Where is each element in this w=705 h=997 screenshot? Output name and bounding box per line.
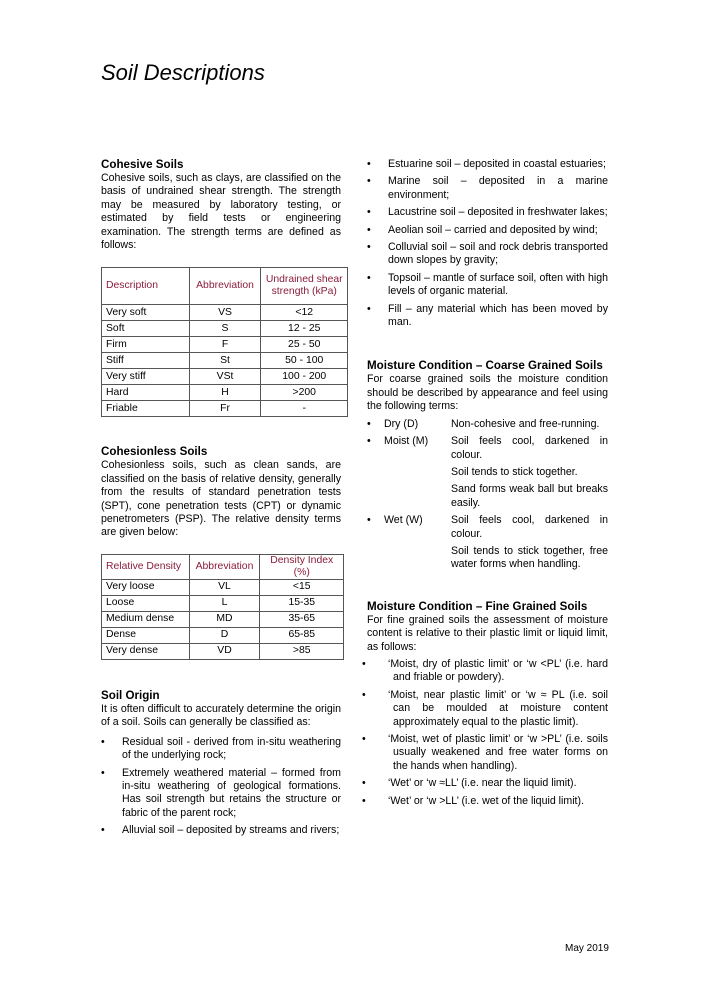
- list-item: • Topsoil – mantle of surface soil, often with high levels of organic material.: [367, 272, 608, 299]
- cell-abbreviation: D: [189, 627, 260, 643]
- cell-abbreviation: S: [189, 321, 261, 337]
- cell-strength: 12 - 25: [261, 321, 348, 337]
- cohesionless-soils-section: [101, 445, 341, 659]
- table-header-row: [102, 554, 344, 579]
- cell-description: Stiff: [102, 353, 190, 369]
- cell-abbreviation: F: [189, 337, 261, 353]
- list-item: • Residual soil - derived from in-situ weathering of the underlying rock;: [101, 736, 341, 763]
- moisture-fine-intro: For fine grained soils the assessment of moisture content is relative to their plastic limit or liquid limit, as follows:: [367, 613, 608, 653]
- list-item: • Aeolian soil – carried and deposited by wind;: [367, 224, 608, 237]
- cell-description: Very soft: [102, 305, 190, 321]
- table-row: [102, 401, 348, 417]
- list-item: • Extremely weathered material – formed from in-situ weathering of geological formations. Has soil strength but retains the structure or fabric of the parent rock;: [101, 767, 341, 821]
- table-row: [102, 353, 348, 369]
- column-header-relative-density: Relative Density: [102, 554, 190, 579]
- column-header-density-index: Density Index (%): [260, 554, 344, 579]
- cell-relative-density: Very dense: [102, 643, 190, 659]
- list-item: • Marine soil – deposited in a marine environment;: [367, 175, 608, 202]
- column-header-abbreviation: Abbreviation: [189, 554, 260, 579]
- list-item: • ‘Moist, dry of plastic limit’ or ‘w <PL’ (i.e. hard and friable or powdery).: [367, 658, 608, 685]
- soil-origin-list-continued: [367, 158, 608, 329]
- moisture-term-wet: [367, 514, 608, 572]
- cell-description: Soft: [102, 321, 190, 337]
- moisture-term-description: Non-cohesive and free-running.: [451, 417, 600, 430]
- moisture-fine-list: [367, 658, 608, 808]
- table-row: [102, 627, 344, 643]
- column-header-shear-strength: Undrained shear strength (kPa): [261, 268, 348, 305]
- cell-description: Friable: [102, 401, 190, 417]
- cell-abbreviation: VD: [189, 643, 260, 659]
- cohesive-strength-table: [101, 267, 348, 417]
- moisture-term-description: Soil feels cool, darkened in colour.: [451, 435, 608, 461]
- table-row: [102, 385, 348, 401]
- list-item: • ‘Wet’ or ‘w >LL’ (i.e. wet of the liquid limit).: [367, 795, 608, 808]
- relative-density-table: [101, 554, 344, 660]
- table-row: [102, 369, 348, 385]
- moisture-term-label: • Dry (D): [384, 417, 419, 430]
- cell-strength: 100 - 200: [261, 369, 348, 385]
- moisture-term-description: Soil tends to stick together, free water forms when handling.: [451, 544, 608, 571]
- table-row: [102, 595, 344, 611]
- cell-abbreviation: MD: [189, 611, 260, 627]
- table-row: [102, 611, 344, 627]
- cell-description: Hard: [102, 385, 190, 401]
- moisture-term-description: Sand forms weak ball but breaks easily.: [451, 483, 608, 509]
- left-column: [101, 158, 341, 842]
- cell-abbreviation: VL: [189, 579, 260, 595]
- table-header-row: [102, 268, 348, 305]
- list-item: • ‘Moist, near plastic limit’ or ‘w ≈ PL (i.e. soil can be moulded at moisture content approximately equal to the plastic limit).: [367, 689, 608, 729]
- moisture-term-description: Soil tends to stick together.: [451, 465, 578, 478]
- cell-density-index: 65-85: [260, 627, 344, 643]
- list-item: • Alluvial soil – deposited by streams and rivers;: [101, 824, 341, 837]
- column-header-description: Description: [102, 268, 190, 305]
- soil-origin-heading: Soil Origin: [101, 688, 160, 702]
- table-row: [102, 305, 348, 321]
- table-row: [102, 579, 344, 595]
- cell-strength: <12: [261, 305, 348, 321]
- cell-strength: 50 - 100: [261, 353, 348, 369]
- moisture-coarse-heading: Moisture Condition – Coarse Grained Soils: [367, 359, 603, 373]
- table-row: [102, 337, 348, 353]
- moisture-coarse-intro: For coarse grained soils the moisture condition should be described by appearance and feel using the following terms:: [367, 373, 608, 413]
- list-item: • Fill – any material which has been moved by man.: [367, 303, 608, 330]
- cell-abbreviation: VSt: [189, 369, 261, 385]
- list-item: • Estuarine soil – deposited in coastal estuaries;: [367, 158, 608, 171]
- cell-abbreviation: L: [189, 595, 260, 611]
- moisture-term-description: Soil feels cool, darkened in colour.: [451, 514, 608, 540]
- cohesionless-soils-intro: Cohesionless soils, such as clean sands, are classified on the basis of relative density, generally from the results of standard penetration tests (SPT), cone penetration tests (CPT) or dynamic penetrometers (PSP). The relative density terms are given below:: [101, 459, 341, 539]
- cell-relative-density: Very loose: [102, 579, 190, 595]
- moisture-fine-heading: Moisture Condition – Fine Grained Soils: [367, 599, 588, 613]
- page-footer-date: May 2019: [565, 943, 609, 954]
- table-row: [102, 321, 348, 337]
- list-item: • Colluvial soil – soil and rock debris transported down slopes by gravity;: [367, 241, 608, 268]
- cohesive-soils-intro: Cohesive soils, such as clays, are classified on the basis of undrained shear strength. The strength may be measured by laboratory testing, or estimated by field tests or engineering examination. The strength terms are defined as follows:: [101, 172, 341, 252]
- list-item: • ‘Wet’ or ‘w ≈LL’ (i.e. near the liquid limit).: [367, 777, 608, 790]
- cell-strength: 25 - 50: [261, 337, 348, 353]
- table-row: [102, 643, 344, 659]
- cell-description: Firm: [102, 337, 190, 353]
- column-header-abbreviation: Abbreviation: [189, 268, 261, 305]
- cohesionless-soils-heading: Cohesionless Soils: [101, 445, 208, 459]
- list-item: • ‘Moist, wet of plastic limit’ or ‘w >PL’ (i.e. soils usually weakened and free water forms on the hands when handling).: [367, 733, 608, 773]
- cell-abbreviation: St: [189, 353, 261, 369]
- cell-density-index: 35-65: [260, 611, 344, 627]
- moisture-term-dry: [367, 418, 608, 431]
- cohesive-soils-section: [101, 158, 341, 417]
- cell-abbreviation: H: [189, 385, 261, 401]
- moisture-term-moist: [367, 435, 608, 510]
- cell-density-index: 15-35: [260, 595, 344, 611]
- moisture-term-label: • Wet (W): [384, 514, 423, 527]
- cell-strength: -: [261, 401, 348, 417]
- cell-description: Very stiff: [102, 369, 190, 385]
- cell-relative-density: Dense: [102, 627, 190, 643]
- right-column: [367, 158, 608, 812]
- moisture-coarse-section: [367, 359, 608, 571]
- soil-origin-list: [101, 736, 341, 838]
- cell-relative-density: Medium dense: [102, 611, 190, 627]
- cell-density-index: >85: [260, 643, 344, 659]
- moisture-term-label: • Moist (M): [384, 435, 429, 448]
- cell-strength: >200: [261, 385, 348, 401]
- cohesive-soils-heading: Cohesive Soils: [101, 158, 184, 171]
- cell-abbreviation: VS: [189, 305, 261, 321]
- cell-relative-density: Loose: [102, 595, 190, 611]
- soil-origin-intro: It is often difficult to accurately determine the origin of a soil. Soils can generally be classified as:: [101, 702, 341, 729]
- moisture-fine-section: [367, 600, 608, 808]
- cell-density-index: <15: [260, 579, 344, 595]
- cell-abbreviation: Fr: [189, 401, 261, 417]
- list-item: • Lacustrine soil – deposited in freshwater lakes;: [367, 206, 608, 219]
- page-title: Soil Descriptions: [101, 60, 265, 85]
- soil-origin-section: [101, 689, 341, 838]
